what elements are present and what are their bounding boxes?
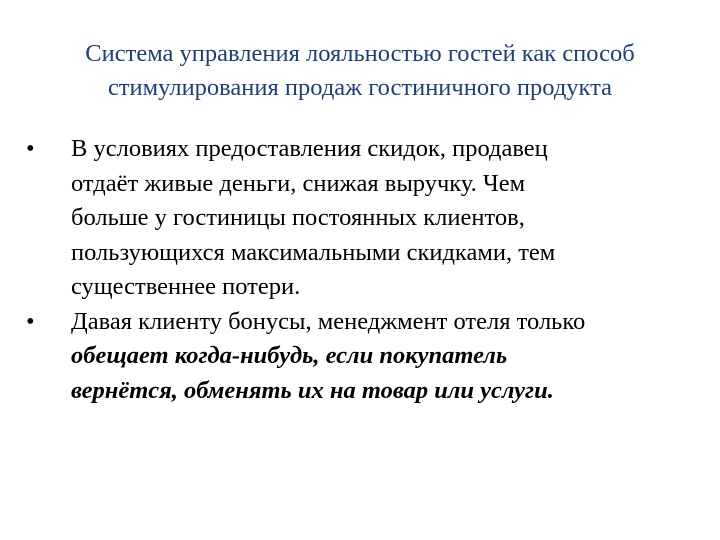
- slide-body: [26, 132, 696, 408]
- bullet-1-line-1: В условиях предоставления скидок, продавец: [71, 135, 548, 162]
- slide-title: [30, 37, 690, 105]
- bullet-2-emphasis-line-1: обещает когда-нибудь, если покупатель: [71, 342, 508, 369]
- bullet-item-2: [26, 305, 696, 409]
- title-line-2: стимулирования продаж гостиничного продукта: [107, 74, 613, 101]
- bullet-2-line-1: Давая клиенту бонусы, менеджмент отеля только: [71, 307, 586, 335]
- bullet-2-emphasis-line-2: вернётся, обменять их на товар или услуги.: [71, 376, 554, 404]
- bullet-marker: •: [26, 135, 35, 162]
- bullet-1-line-2: отдаёт живые деньги, снижая выручку. Чем: [71, 169, 526, 197]
- bullet-item-1: [26, 132, 696, 305]
- bullet-marker: •: [26, 307, 35, 335]
- bullet-1-line-4: пользующихся максимальными скидками, тем: [71, 238, 556, 266]
- bullet-1-line-5: существеннее потери.: [71, 273, 301, 300]
- bullet-1-line-3: больше у гостиницы постоянных клиентов,: [71, 204, 525, 231]
- title-line-1: Система управления лояльностью гостей как способ: [85, 40, 635, 67]
